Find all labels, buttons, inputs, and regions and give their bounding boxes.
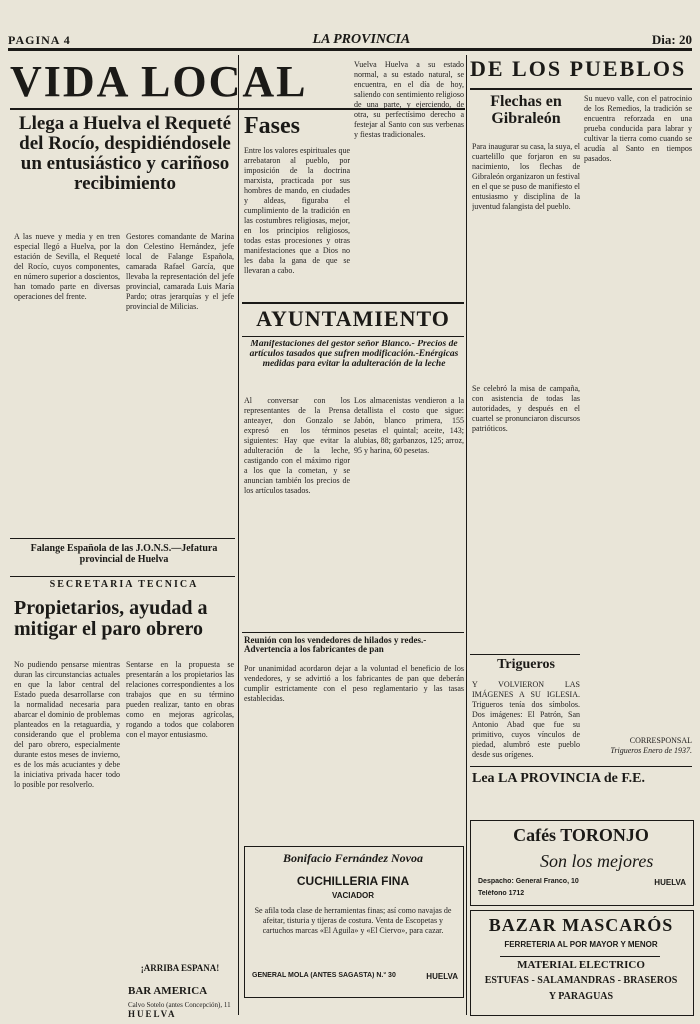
headline-trigueros: Trigueros — [497, 658, 555, 672]
ad-cafe-slogan: Son los mejores — [540, 852, 654, 871]
article-body: Gestores comandante de Marina don Celestino Hernández, jefe local de Falange Española, camarada Rafael García, que llevaba la representación del jefe provincial, camarada Luis María Pardo; otras jerarquías y el jefe provincial de Milicias. — [126, 232, 234, 311]
column-rule — [466, 55, 467, 1015]
divider — [242, 336, 464, 337]
headline-gestor-blanco: Manifestaciones del gestor señor Blanco.- Precios de artículos tasados que sufren modificación.-Enérgicas medidas para evitar la adulteración de la leche — [249, 340, 459, 369]
article-body: Por unanimidad acordaron dejar a la voluntad el beneficio de los vendedores, y se advirtió a los fabricantes de pan que deberán cumplir estrictamente con el peso reglamentario y las tasas establecidas. — [244, 664, 464, 703]
secretaria-tecnica: SECRETARIA TECNICA — [49, 580, 199, 590]
divider — [10, 538, 235, 539]
arriba-espana: ¡ARRIBA ESPAÑA! — [140, 964, 220, 973]
ad-bar-city: HUELVA — [128, 1010, 177, 1019]
divider — [10, 576, 235, 577]
divider — [470, 88, 692, 90]
article-body: Y VOLVIERON LAS IMÁGENES A SU IGLESIA. Trigueros tenía dos símbolos. Dos imágenes: El Patrón, San Antonio Abad que fue su primitivo, cuyos vínculos de piedad, alumbró este pueblo desde sus orígenes. — [472, 680, 580, 759]
ad-address: GENERAL MOLA (ANTES SAGASTA) N.° 30 — [252, 972, 396, 979]
page-number: PAGINA 4 — [8, 33, 71, 47]
ad-bazar-name: BAZAR MASCARÓS — [488, 916, 674, 935]
section-title-pueblos: DE LOS PUEBLOS — [470, 58, 687, 81]
article-body: Vuelva Huelva a su estado normal, a su estado natural, se encuentra, en el día de hoy, saliendo con sentimiento religioso de una parte, y ejerciendo, de otra, su perfectísimo derecho a festejar al Santo con sus verbenas y fiestas tradicionales. — [354, 60, 464, 139]
headline-requete: Llega a Huelva el Requeté del Rocío, despidiéndosele un entusiástico y cariñoso recibimiento — [18, 114, 232, 194]
headline-fases: Fases — [244, 114, 300, 139]
signature: CORRESPONSAL — [629, 736, 692, 745]
ad-bar-address: Calvo Sotelo (antes Concepción), 11 — [128, 1001, 231, 1009]
article-body: Entre los valores espirituales que arrebataron al pueblo, por imposición de la doctrina marxista, practicada por sus hombres de mando, en ciudades y aldeas, figuraba el cumplimiento de la tradición en las costumbres religiosas, mejor, en los principios religiosos, todas estas procesiones y otras manifestaciones que a Dios no les daba la gana de que se llevaran a cabo. — [244, 146, 350, 275]
masthead — [8, 30, 692, 51]
ad-cafe-phone: Teléfono 1712 — [478, 890, 525, 897]
article-body: Se celebró la misa de campaña, con asistencia de todas las autoridades, y después en el cuartel se pronunciaron discursos patrióticos. — [472, 384, 580, 433]
headline-gibraleon: Flechas en Gibraleón — [490, 94, 562, 127]
divider — [242, 302, 464, 304]
dateline: Trigueros Enero de 1937. — [610, 746, 692, 755]
headline-propietarios: Propietarios, ayudad a mitigar el paro obrero — [14, 598, 208, 640]
article-body: Su nuevo valle, con el patrocinio de los Remedios, la tradición se encuentra reforzada en una prueba conducida para labrar y cultivar la tierra como cuando se acudía al Santo en tiempos pasados. — [584, 94, 692, 163]
divider — [470, 766, 692, 767]
ad-bazar-line2: ESTUFAS - SALAMANDRAS - BRASEROS — [484, 976, 678, 986]
article-body: Sentarse en la propuesta se presentarán a los propietarios las relaciones correspondientes a los trabajos que en su término pueden realizar, tanto en obras como en mejoras agrícolas, rogando a todos que colaboren con el mayor entusiasmo. — [126, 660, 234, 739]
newspaper-name: LA PROVINCIA — [312, 32, 411, 47]
ad-owner-name: Bonifacio Fernández Novoa — [282, 852, 423, 865]
ad-bazar-subtitle: FERRETERIA AL POR MAYOR Y MENOR — [504, 940, 658, 949]
ad-cafe-address: Despacho: General Franco, 10 — [478, 878, 579, 885]
ad-cafe-name: Cafés TORONJO — [513, 826, 649, 845]
ad-cafe-city: HUELVA — [654, 878, 686, 887]
ad-shop-subtitle: VACIADOR — [331, 891, 375, 900]
ayuntamiento-banner: AYUNTAMIENTO — [256, 308, 450, 331]
date: Dia: 20 — [651, 32, 692, 47]
divider — [242, 632, 464, 633]
article-body: No pudiendo pensarse mientras duran las circunstancias actuales en que la labor central del Estado pueda desarrollarse con la normalidad necesaria para abarcar el dominio de problemas planteados en la retaguardia, y considerando que el problema del paro obrero, especialmente durante estos meses de invierno, es de los más acuciantes y debe la iniciativa privada hacer todo lo posible por resolverlo. — [14, 660, 120, 789]
ad-bar-america: BAR AMERICA — [128, 986, 208, 997]
column-rule — [238, 55, 239, 1015]
divider — [470, 654, 580, 655]
article-body: Al conversar con los representantes de la Prensa anteayer, don Gonzalo se expresó en los términos siguientes: Hay que evitar la adulteración de la leche, castigando con el máximo rigor a los que la cometan, y se anuncian también los precios de los artículos tasados. — [244, 396, 350, 495]
section-title-vida-local: VIDA LOCAL — [10, 60, 308, 106]
article-body: Para inaugurar su casa, la suya, el cuartelillo que forjaron en su nacimiento, los flechas de Gibraleón organizaron un festival en el que se puso de manifiesto el entusiasmo y disciplina de la juventud falangista del pueblo. — [472, 142, 580, 211]
article-body: A las nueve y media y en tren especial llegó a Huelva, por la estación de Sevilla, el Requeté del Rocío, cuyos componentes, en número superior a doscientos, han tomado parte en diversas operaciones del frente. — [14, 232, 120, 301]
falange-banner: Falange Española de las J.O.N.S.—Jefatura provincial de Huelva — [30, 544, 218, 565]
ad-description: Se afila toda clase de herramientas finas; así como navajas de afeitar, tisturia y tijeras de costura. Venta de Escopetas y cartuchos marcas «El Aguila» y «El Ciervo», para cazar. — [254, 906, 452, 935]
ad-shop-title: CUCHILLERIA FINA — [296, 874, 410, 888]
divider — [500, 956, 660, 957]
promo-lea-la-provincia: Lea LA PROVINCIA de F.E. — [472, 771, 645, 786]
ad-city: HUELVA — [426, 972, 458, 981]
ad-bazar-line3: Y PARAGUAS — [548, 992, 614, 1002]
headline-reunion: Reunión con los vendedores de hilados y redes.-Advertencia a los fabricantes de pan — [244, 636, 427, 655]
article-body: Los almacenistas vendieron a la detallista el costo que sigue: Jabón, blanco primera, 155 pesetas el quintal; aceite, 143; alubias, 88; garbanzos, 125; arroz, 95 y harina, 60 pesetas. — [354, 396, 464, 455]
ad-bazar-line1: MATERIAL ELÉCTRICO — [517, 960, 645, 971]
